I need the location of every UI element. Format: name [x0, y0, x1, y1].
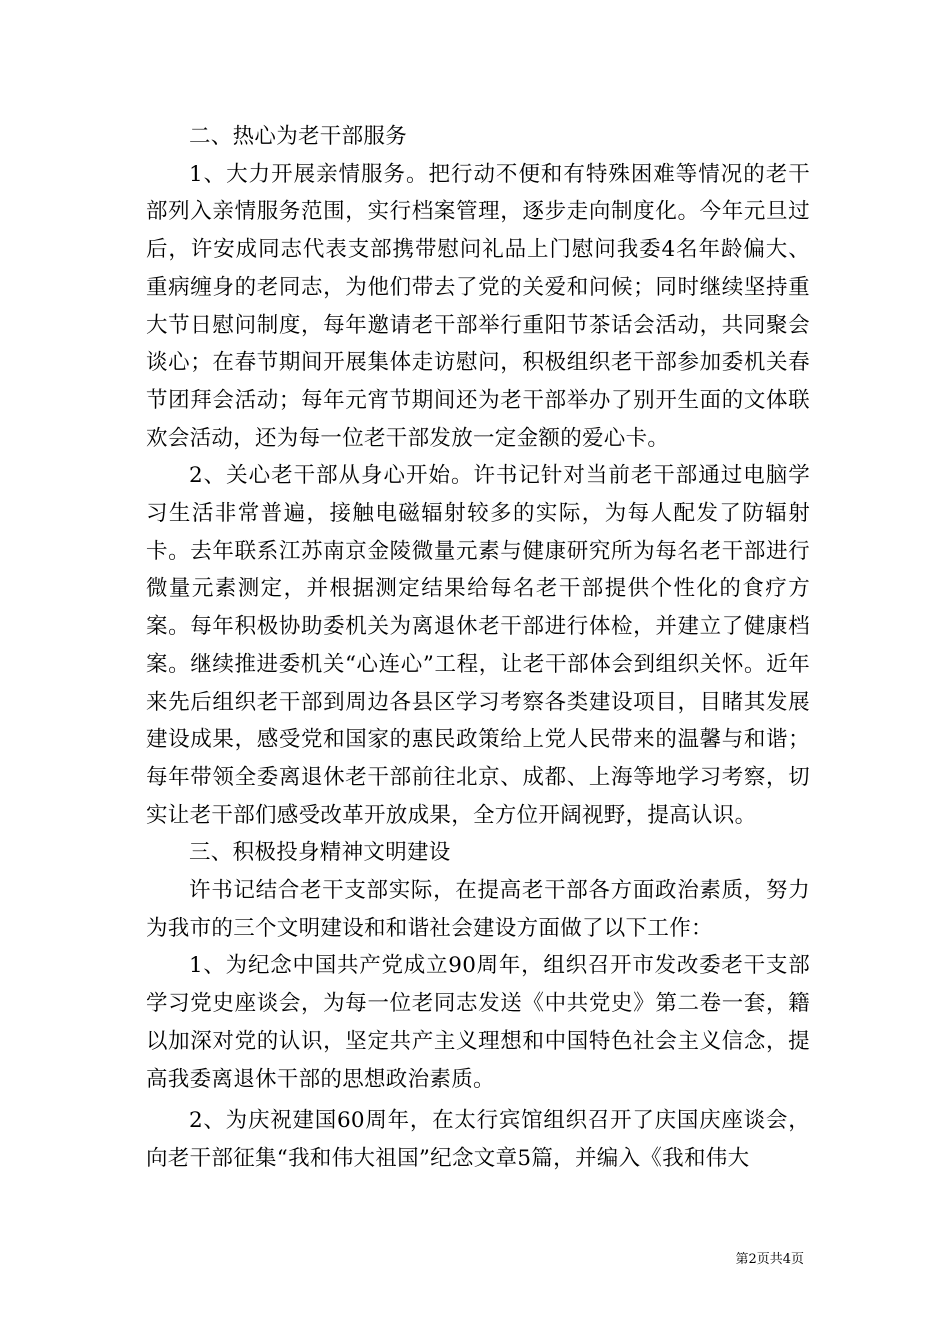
paragraph-civilization-1: 1、为纪念中国共产党成立90周年，组织召开市发改委老干支部学习党史座谈会，为每一位老同志发送《中共党史》第二卷一套，籍以加深对党的认识，坚定共产主义理想和中国特色社会主义信念，提高我委离退休干部的思想政治素质。	[146, 953, 810, 1092]
paragraph-service-2: 2、关心老干部从身心开始。许书记针对当前老干部通过电脑学习生活非常普遍，接触电磁辐射较多的实际，为每人配发了防辐射卡。去年联系江苏南京金陵微量元素与健康研究所为每名老干部进行微量元素测定，并根据测定结果给每名老干部提供个性化的食疗方案。每年积极协助委机关为离退休老干部进行体检，并建立了健康档案。继续推进委机关“心连心”工程，让老干部体会到组织关怀。近年来先后组织老干部到周边各县区学习考察各类建设项目，目睹其发展建设成果，感受党和国家的惠民政策给上党人民带来的温馨与和谐；每年带领全委离退休老干部前往北京、成都、上海等地学习考察，切实让老干部们感受改革开放成果，全方位开阔视野，提高认识。	[146, 463, 810, 828]
paragraph-civilization-intro: 许书记结合老干支部实际，在提高老干部各方面政治素质，努力为我市的三个文明建设和和谐社会建设方面做了以下工作：	[146, 878, 810, 941]
document-body	[146, 118, 810, 1178]
paragraph-civilization-2: 2、为庆祝建国60周年，在太行宾馆组织召开了庆国庆座谈会，向老干部征集“我和伟大祖国”纪念文章5篇，并编入《我和伟大	[146, 1108, 810, 1171]
page-number-footer: 第2页共4页	[735, 1252, 804, 1267]
section-heading-2: 二、热心为老干部服务	[189, 124, 408, 149]
section-heading-3: 三、积极投身精神文明建设	[189, 840, 451, 866]
paragraph-service-1: 1、大力开展亲情服务。把行动不便和有特殊困难等情况的老干部列入亲情服务范围，实行档案管理，逐步走向制度化。今年元旦过后，许安成同志代表支部携带慰问礼品上门慰问我委4名年龄偏大、重病缠身的老同志，为他们带去了党的关爱和问候；同时继续坚持重大节日慰问制度，每年邀请老干部举行重阳节茶话会活动，共同聚会谈心；在春节期间开展集体走访慰问，积极组织老干部参加委机关春节团拜会活动；每年元宵节期间还为老干部举办了别开生面的文体联欢会活动，还为每一位老干部发放一定金额的爱心卡。	[146, 161, 810, 451]
